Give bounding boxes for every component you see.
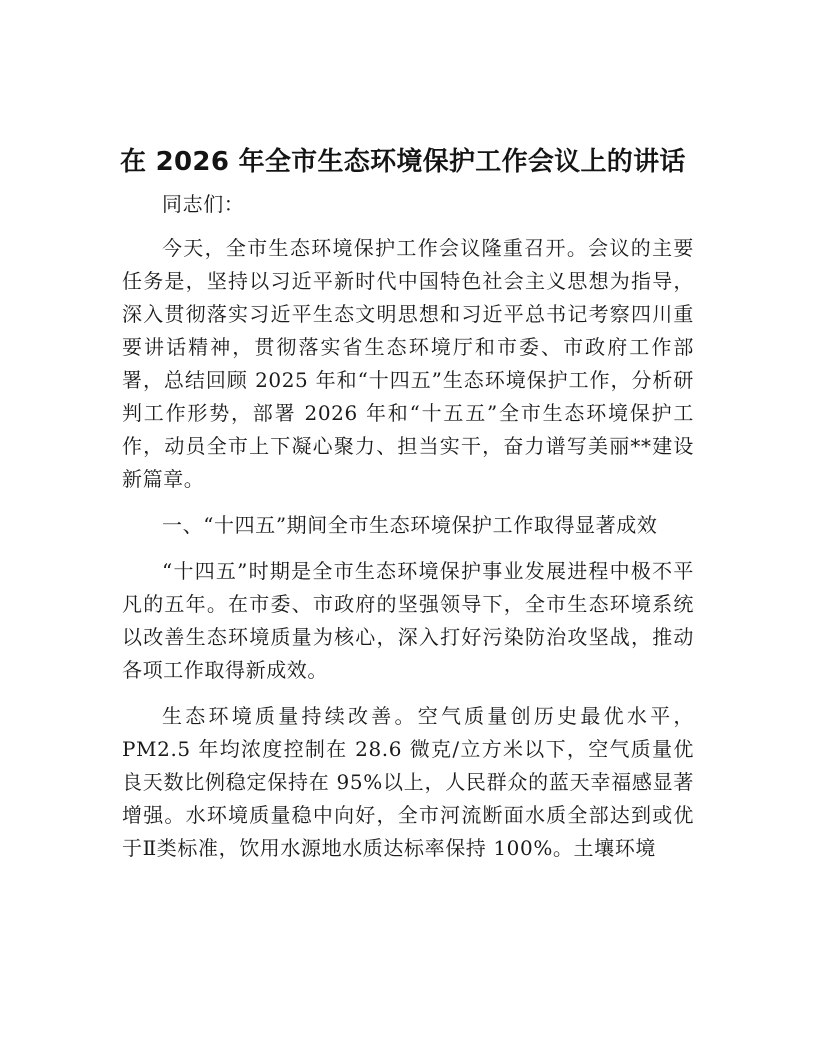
section-1-paragraph-1: “十四五”时期是全市生态环境保护事业发展进程中极不平凡的五年。在市委、市政府的坚强领导下，全市生态环境系统以改善生态环境质量为核心，深入打好污染防治攻坚战，推动各项工作取得新成效。 [122,559,694,682]
intro-paragraph: 今天，全市生态环境保护工作会议隆重召开。会议的主要任务是，坚持以习近平新时代中国特色社会主义思想为指导，深入贯彻落实习近平生态文明思想和习近平总书记考察四川重要讲话精神，贯彻落实省生态环境厅和市委、市政府工作部署，总结回顾 2025 年和“十四五”生态环境保护工作，分析研判工作形势，部署 2026 年和“十五五”全市生态环境保护工作，动员全市上下凝心聚力、担当实干，奋力谱写美丽**建设新篇章。 [122,236,694,491]
section-heading-1: 一、“十四五”期间全市生态环境保护工作取得显著成效 [162,513,658,537]
document-title: 在 2026 年全市生态环境保护工作会议上的讲话 [120,147,686,177]
section-1-paragraph-2: 生态环境质量持续改善。空气质量创历史最优水平，PM2.5 年均浓度控制在 28.6 微克/立方米以下，空气质量优良天数比例稳定保持在 95%以上，人民群众的蓝天幸福感显著增强。水环境质量稳中向好，全市河流断面水质全部达到或优于Ⅱ类标准，饮用水源地水质达标率保持 100%。土壤环境 [122,704,694,860]
salutation: 同志们： [162,192,245,216]
document-body [122,188,694,878]
